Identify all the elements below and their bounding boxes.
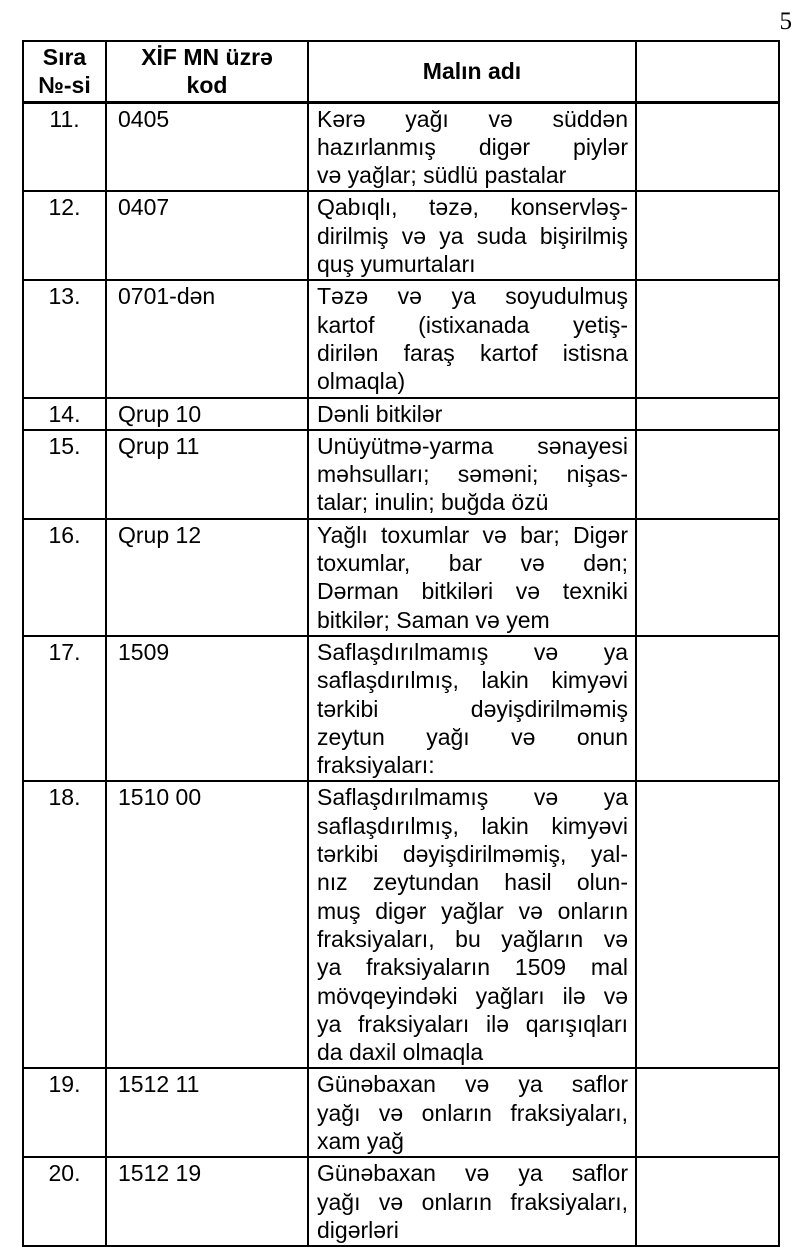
text-line: saflaşdırılmış, lakin kimyəvi xyxy=(317,812,628,839)
code-cell: Qrup 12 xyxy=(106,519,308,636)
goods-name-cell xyxy=(308,280,636,397)
code-cell: 1512 11 xyxy=(106,1068,308,1157)
goods-name-cell xyxy=(308,1157,636,1246)
row-number-cell: 12. xyxy=(23,191,106,280)
goods-name-cell xyxy=(308,636,636,781)
code-cell: 1512 19 xyxy=(106,1157,308,1246)
page-number: 5 xyxy=(779,8,792,35)
text-line: olmaqla) xyxy=(317,368,406,395)
empty-cell xyxy=(636,102,779,191)
text-line: kartof (istixanada yetiş- xyxy=(317,311,628,338)
column-header-extra xyxy=(636,41,779,102)
column-header-no xyxy=(23,41,106,102)
text-line: Qabıqlı, təzə, konservləş- xyxy=(317,194,628,221)
code-cell: 1510 00 xyxy=(106,781,308,1068)
goods-name-cell xyxy=(308,430,636,519)
text-line: yağı və onların fraksiyaları, xyxy=(317,1099,628,1126)
row-number-cell: 17. xyxy=(23,636,106,781)
text-line: Unüyütmə-yarma sənayesi xyxy=(317,432,628,459)
text-line: və yağlar; südlü pastalar xyxy=(317,162,567,189)
code-cell: 0701-dən xyxy=(106,280,308,397)
table-header xyxy=(23,41,779,102)
text-line: muş digər yağlar və onların xyxy=(317,897,628,924)
text-line: talar; inulin; buğda özü xyxy=(317,489,549,516)
goods-name-cell xyxy=(308,781,636,1068)
row-number-cell: 11. xyxy=(23,102,106,191)
text-line: toxumlar, bar və dən; xyxy=(317,550,628,577)
table-row xyxy=(23,519,779,636)
row-number-cell: 13. xyxy=(23,280,106,397)
text-line: Saflaşdırılmamış və ya xyxy=(317,784,628,811)
goods-name-cell xyxy=(308,1068,636,1157)
table-row xyxy=(23,781,779,1068)
text-line: ya fraksiyaların 1509 mal xyxy=(317,954,628,981)
table-row xyxy=(23,1068,779,1157)
text-line: Malın adı xyxy=(422,58,522,85)
row-number-cell: 18. xyxy=(23,781,106,1068)
text-line: dirilmiş və ya suda bişirilmiş xyxy=(317,222,628,249)
text-line: bitkilər; Saman və yem xyxy=(317,606,550,633)
row-number-cell: 14. xyxy=(23,398,106,430)
empty-cell xyxy=(636,398,779,430)
text-line: dirilən faraş kartof istisna xyxy=(317,339,628,366)
text-line: XİF MN üzrə xyxy=(141,44,273,70)
text-line: Yağlı toxumlar və bar; Digər xyxy=(317,521,628,548)
text-line: fraksiyaları: xyxy=(317,752,435,779)
empty-cell xyxy=(636,781,779,1068)
goods-name-cell xyxy=(308,191,636,280)
text-line: Dərman bitkiləri və texniki xyxy=(317,578,628,605)
table-row xyxy=(23,398,779,430)
text-line: Kərə yağı və süddən xyxy=(317,105,628,132)
column-header-name xyxy=(308,41,636,102)
table-row xyxy=(23,191,779,280)
text-line: Günəbaxan və ya saflor xyxy=(317,1071,628,1098)
row-number-cell: 20. xyxy=(23,1157,106,1246)
code-cell: 0405 xyxy=(106,102,308,191)
text-line: fraksiyaları, bu yağların və xyxy=(317,925,628,952)
text-line: Saflaşdırılmamış və ya xyxy=(317,638,628,665)
code-cell: 0407 xyxy=(106,191,308,280)
table-row xyxy=(23,102,779,191)
table-row xyxy=(23,1157,779,1246)
empty-cell xyxy=(636,430,779,519)
empty-cell xyxy=(636,1068,779,1157)
table-row xyxy=(23,430,779,519)
row-number-cell: 16. xyxy=(23,519,106,636)
row-number-cell: 15. xyxy=(23,430,106,519)
empty-cell xyxy=(636,519,779,636)
text-line: quş yumurtaları xyxy=(317,251,476,278)
text-line: yağı və onların fraksiyaları, xyxy=(317,1188,628,1215)
text-line: Günəbaxan və ya saflor xyxy=(317,1160,628,1187)
table-row xyxy=(23,280,779,397)
text-line: №-si xyxy=(38,72,91,99)
goods-table xyxy=(22,40,780,1247)
text-line: tərkibi dəyişdirilməmiş, yal- xyxy=(317,841,628,868)
text-line: da daxil olmaqla xyxy=(317,1039,484,1066)
code-cell: 1509 xyxy=(106,636,308,781)
text-line: zeytun yağı və onun xyxy=(317,723,628,750)
goods-name-cell xyxy=(308,398,636,430)
text-line: Dənli bitkilər xyxy=(317,400,443,427)
table-body xyxy=(23,102,779,1246)
text-line: saflaşdırılmış, lakin kimyəvi xyxy=(317,667,628,694)
text-line: xam yağ xyxy=(317,1127,404,1154)
empty-cell xyxy=(636,191,779,280)
empty-cell xyxy=(636,280,779,397)
text-line: kod xyxy=(186,72,228,99)
goods-name-cell xyxy=(308,102,636,191)
table-row xyxy=(23,636,779,781)
text-line: məhsulları; səməni; nişas- xyxy=(317,461,628,488)
text-line: tərkibi dəyişdirilməmiş xyxy=(317,695,628,722)
text-line: ya fraksiyaları ilə qarışıqları xyxy=(317,1010,628,1037)
empty-cell xyxy=(636,636,779,781)
code-cell: Qrup 11 xyxy=(106,430,308,519)
empty-cell xyxy=(636,1157,779,1246)
code-cell: Qrup 10 xyxy=(106,398,308,430)
row-number-cell: 19. xyxy=(23,1068,106,1157)
text-line: hazırlanmış digər piylər xyxy=(317,133,628,160)
text-line: mövqeyindəki yağları ilə və xyxy=(317,982,628,1009)
table-header-row xyxy=(23,41,779,102)
text-line: digərləri xyxy=(317,1216,399,1243)
text-line: Sıra xyxy=(42,44,87,70)
text-line: Təzə və ya soyudulmuş xyxy=(317,283,628,310)
goods-name-cell xyxy=(308,519,636,636)
column-header-code xyxy=(106,41,308,102)
text-line: nız zeytundan hasil olun- xyxy=(317,869,628,896)
